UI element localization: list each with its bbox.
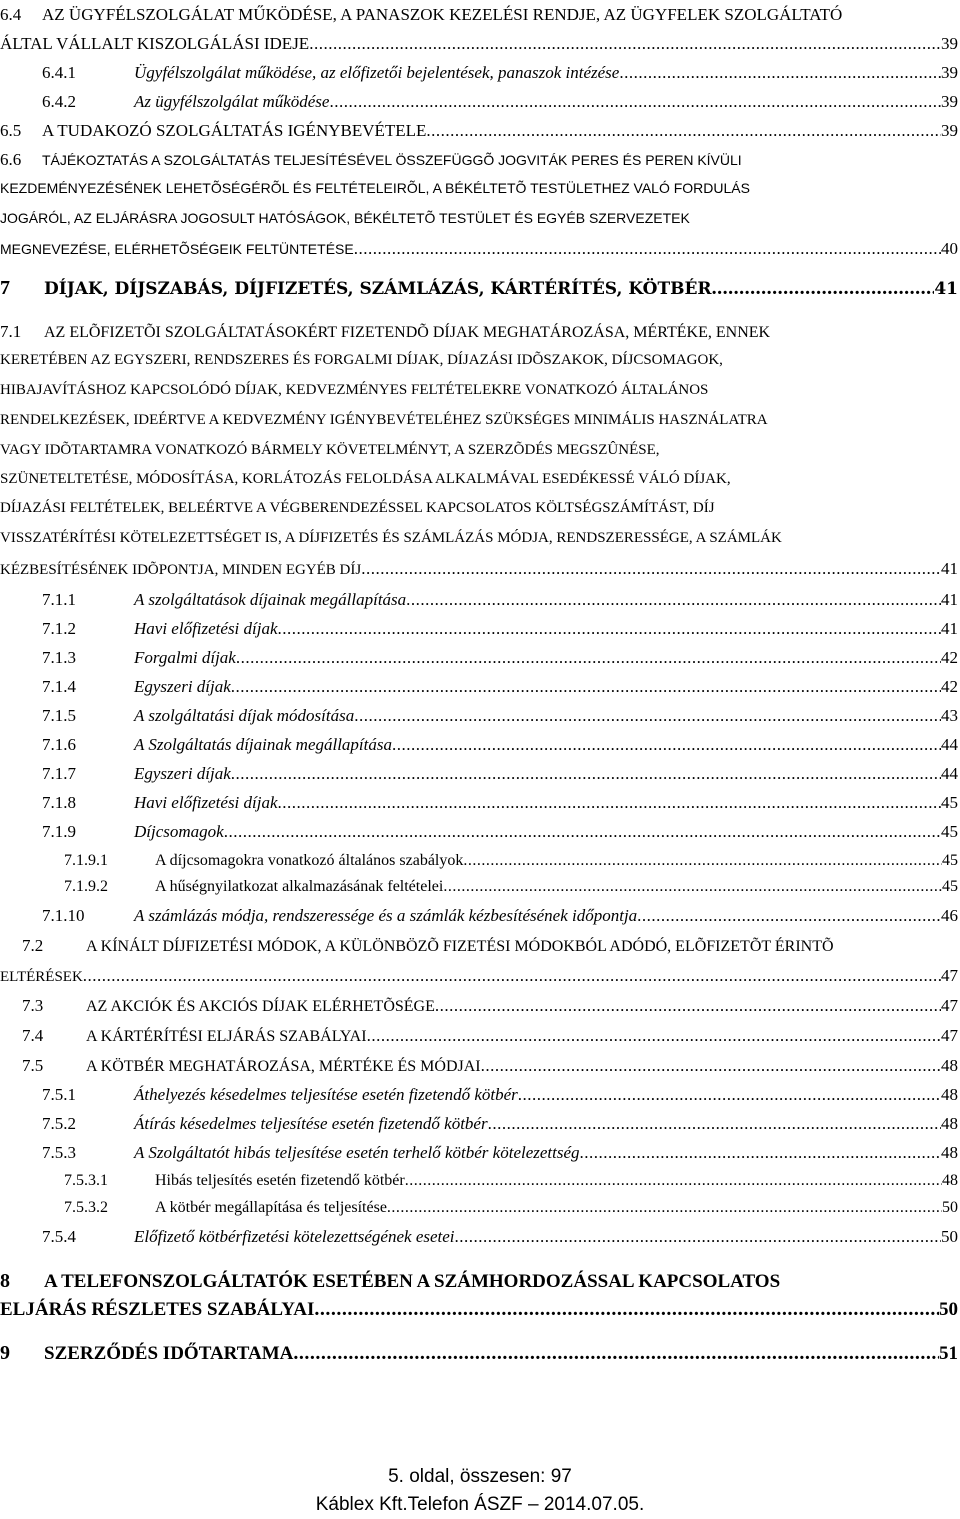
toc-number: 7.1.5 xyxy=(42,706,76,725)
toc-entry-8[interactable] xyxy=(0,1270,958,1293)
toc-title-cont: HIBAJAVÍTÁSHOZ KAPCSOLÓDÓ DÍJAK, KEDVEZMÉNYES FELTÉTELEKRE VONATKOZÓ ÁLTALÁNOS xyxy=(0,382,709,398)
toc-leader xyxy=(278,793,941,813)
toc-number: 7.5.1 xyxy=(42,1085,76,1104)
toc-title-cont: VAGY IDÕTARTAMRA VONATKOZÓ BÁRMELY KÖVETELMÉNYT, A SZERZÕDÉS MEGSZÛNÉSE, xyxy=(0,442,660,458)
toc-leader xyxy=(83,966,941,986)
toc-title-cont: SZÜNETELTETÉSE, MÓDOSÍTÁSA, KORLÁTOZÁS FELOLDÁSA ALKALMÁVAL ESEDÉKESSÉ VÁLÓ DÍJAK, xyxy=(0,471,731,487)
toc-page-number: 48 xyxy=(942,1172,958,1189)
toc-number: 7.5.3.1 xyxy=(64,1172,108,1189)
toc-page-number: 39 xyxy=(941,92,958,111)
toc-page-number: 39 xyxy=(941,34,958,53)
toc-title-cont: VISSZATÉRÍTÉSI KÖTELEZETTSÉGET IS, A DÍJFIZETÉS ÉS SZÁMLÁZÁS MÓDJA, RENDSZERESSÉGE, A SZÁMLÁK xyxy=(0,530,782,546)
toc-number: 7.5.3 xyxy=(42,1143,76,1162)
toc-number: 7.1.9.2 xyxy=(64,878,108,895)
toc-leader xyxy=(392,735,941,755)
toc-entry-7-1-cont5[interactable] xyxy=(0,471,958,488)
toc-title: Átírás késedelmes teljesítése esetén fizetendő kötbér xyxy=(134,1114,488,1133)
toc-leader xyxy=(463,852,942,870)
toc-title-cont: JOGÁRÓL, AZ ELJÁRÁSRA JOGOSULT HATÓSÁGOK, BÉKÉLTETÕ TESTÜLET ÉS EGYÉB SZERVEZETEK xyxy=(0,210,690,226)
toc-leader xyxy=(231,677,941,697)
toc-number: 6.4.2 xyxy=(42,92,76,111)
toc-title: Egyszeri díjak xyxy=(134,677,231,696)
toc-page-number: 45 xyxy=(941,793,958,812)
toc-leader xyxy=(488,1114,941,1134)
toc-number: 7.1 xyxy=(0,322,22,341)
toc-page-number: 51 xyxy=(939,1343,958,1364)
toc-entry-7-1-2[interactable] xyxy=(0,619,958,639)
toc-leader xyxy=(435,996,941,1016)
toc-number: 7.1.8 xyxy=(42,793,76,812)
toc-entry-7-1-cont6[interactable] xyxy=(0,500,958,517)
toc-entry-7-1-cont2[interactable] xyxy=(0,382,958,399)
toc-page-number: 39 xyxy=(941,63,958,82)
toc-entry-7-5-1[interactable] xyxy=(0,1085,958,1105)
toc-entry-7-1-9[interactable] xyxy=(0,822,958,842)
toc-leader xyxy=(354,239,941,259)
toc-leader xyxy=(455,1227,941,1247)
toc-page-number: 45 xyxy=(942,878,958,895)
toc-page-number: 47 xyxy=(941,996,958,1015)
toc-entry-7[interactable] xyxy=(0,277,958,300)
toc-entry-8-cont[interactable] xyxy=(0,1298,958,1321)
toc-page-number: 48 xyxy=(941,1056,958,1075)
toc-entry-6-4-cont[interactable] xyxy=(0,34,958,54)
toc-title: A számlázás módja, rendszeressége és a számlák kézbesítésének időpontja xyxy=(134,906,638,925)
toc-page-number: 45 xyxy=(941,822,958,841)
toc-entry-6-6-cont2[interactable] xyxy=(0,210,958,226)
toc-page-number: 45 xyxy=(942,852,958,869)
toc-leader xyxy=(278,619,941,639)
toc-leader xyxy=(405,1172,942,1190)
toc-number: 7.1.6 xyxy=(42,735,76,754)
toc-leader xyxy=(518,1085,941,1105)
toc-number: 7.1.7 xyxy=(42,764,76,783)
toc-entry-7-1-cont4[interactable] xyxy=(0,442,958,459)
toc-entry-7-1-cont1[interactable] xyxy=(0,352,958,369)
toc-title: A KÍNÁLT DÍJFIZETÉSI MÓDOK, A KÜLÖNBÖZÕ FIZETÉSI MÓDOKBÓL ADÓDÓ, ELÕFIZETÕT ÉRINTÕ xyxy=(86,938,834,955)
toc-page-number: 44 xyxy=(941,735,958,754)
toc-title: A Szolgáltatót hibás teljesítése esetén terhelő kötbér kötelezettség xyxy=(134,1143,580,1162)
toc-entry-7-2[interactable] xyxy=(0,936,958,956)
toc-entry-7-1-5[interactable] xyxy=(0,706,958,726)
toc-entry-7-5-3-1[interactable] xyxy=(0,1172,958,1190)
toc-title: Az ügyfélszolgálat működése xyxy=(134,92,330,111)
toc-title: Havi előfizetési díjak xyxy=(134,793,278,812)
toc-leader xyxy=(406,590,941,610)
toc-page-number: 39 xyxy=(941,121,958,140)
toc-page-number: 47 xyxy=(941,966,958,985)
toc-leader xyxy=(314,1298,939,1321)
toc-entry-7-1-7[interactable] xyxy=(0,764,958,784)
toc-leader xyxy=(361,559,941,579)
toc-title-cont: KÉZBESÍTÉSÉNEK IDÕPONTJA, MINDEN EGYÉB DÍJ xyxy=(0,562,362,578)
page-counter: 5. oldal, összesen: 97 xyxy=(388,1466,572,1487)
toc-number: 6.4.1 xyxy=(42,63,76,82)
document-footer: Káblex Kft.Telefon ÁSZF – 2014.07.05. xyxy=(315,1494,645,1515)
toc-leader xyxy=(367,1026,941,1046)
toc-title: A Szolgáltatás díjainak megállapítása xyxy=(134,735,392,754)
toc-number: 7.1.9 xyxy=(42,822,76,841)
toc-title: TÁJÉKOZTATÁS A SZOLGÁLTATÁS TELJESÍTÉSÉVEL ÖSSZEFÜGGÕ JOGVITÁK PERES ÉS PEREN KÍVÜLI xyxy=(42,152,742,168)
toc-leader xyxy=(580,1143,941,1163)
toc-entry-6-6[interactable] xyxy=(0,150,958,170)
toc-entry-6-6-cont1[interactable] xyxy=(0,180,958,196)
toc-entry-6-4-1[interactable] xyxy=(0,63,958,83)
toc-leader xyxy=(443,878,942,896)
toc-title: Ügyfélszolgálat működése, az előfizetői bejelentések, panaszok intézése xyxy=(134,63,620,82)
toc-title: Áthelyezés késedelmes teljesítése esetén fizetendő kötbér xyxy=(134,1085,518,1104)
toc-title: Havi előfizetési díjak xyxy=(134,619,278,638)
toc-entry-7-3[interactable] xyxy=(0,996,958,1016)
toc-entry-7-1-6[interactable] xyxy=(0,735,958,755)
toc-number: 8 xyxy=(0,1270,10,1292)
toc-entry-7-1-4[interactable] xyxy=(0,677,958,697)
toc-entry-7-1-1[interactable] xyxy=(0,590,958,610)
toc-title-cont: ÁLTAL VÁLLALT KISZOLGÁLÁSI IDEJE xyxy=(0,34,310,53)
toc-title: A szolgáltatási díjak módosítása xyxy=(134,706,355,725)
toc-entry-7-5[interactable] xyxy=(0,1056,958,1076)
toc-page-number: 41 xyxy=(941,619,958,638)
toc-title-cont: ELTÉRÉSEK xyxy=(0,969,83,985)
toc-title: Forgalmi díjak xyxy=(134,648,236,667)
toc-title: Egyszeri díjak xyxy=(134,764,231,783)
toc-entry-7-1-9-1[interactable] xyxy=(0,852,958,870)
toc-number: 7.5.4 xyxy=(42,1227,76,1246)
toc-page-number: 42 xyxy=(941,677,958,696)
toc-page-number: 43 xyxy=(941,706,958,725)
toc-title-cont: KERETÉBEN AZ EGYSZERI, RENDSZERES ÉS FORGALMI DÍJAK, DÍJAZÁSI IDÕSZAKOK, DÍJCSOMAGOK, xyxy=(0,352,723,368)
toc-entry-7-1-cont8[interactable] xyxy=(0,559,958,579)
toc-title: AZ AKCIÓK ÉS AKCIÓS DÍJAK ELÉRHETÕSÉGE xyxy=(86,998,435,1015)
toc-title: AZ ÜGYFÉLSZOLGÁLAT MŰKÖDÉSE, A PANASZOK KEZELÉSI RENDJE, AZ ÜGYFELEK SZOLGÁLTATÓ xyxy=(42,5,843,24)
toc-number: 7.1.3 xyxy=(42,648,76,667)
toc-page-number: 41 xyxy=(934,279,958,299)
toc-leader xyxy=(309,34,941,54)
toc-leader xyxy=(637,906,941,926)
toc-number: 7 xyxy=(0,277,10,299)
toc-entry-7-1-10[interactable] xyxy=(0,906,958,926)
toc-title-cont: DÍJAZÁSI FELTÉTELEK, BELEÉRTVE A VÉGBERENDEZÉSSEL KAPCSOLATOS KÖLTSÉGSZÁMÍTÁST, DÍJ xyxy=(0,500,715,516)
toc-entry-7-1-8[interactable] xyxy=(0,793,958,813)
toc-number: 7.1.10 xyxy=(42,906,85,925)
toc-entry-7-1-cont3[interactable] xyxy=(0,412,958,429)
toc-leader xyxy=(329,92,941,112)
toc-leader xyxy=(354,706,941,726)
toc-leader xyxy=(231,764,941,784)
toc-leader xyxy=(224,822,941,842)
toc-title: A TUDAKOZÓ SZOLGÁLTATÁS IGÉNYBEVÉTELE xyxy=(42,121,427,140)
toc-page-number: 50 xyxy=(941,1227,958,1246)
toc-title-cont: RENDELKEZÉSEK, IDEÉRTVE A KEDVEZMÉNY IGÉNYBEVÉTELÉHEZ SZÜKSÉGES MINIMÁLIS HASZNÁLATRA xyxy=(0,412,768,428)
toc-title: Díjcsomagok xyxy=(134,822,224,841)
toc-title: A KÖTBÉR MEGHATÁROZÁSA, MÉRTÉKE ÉS MÓDJAI xyxy=(86,1058,481,1075)
toc-number: 6.6 xyxy=(0,150,22,169)
toc-entry-7-5-3-2[interactable] xyxy=(0,1199,958,1217)
toc-page-number: 41 xyxy=(941,590,958,609)
toc-title: Előfizető kötbérfizetési kötelezettségének esetei xyxy=(134,1227,455,1246)
toc-leader xyxy=(426,121,941,141)
toc-entry-7-2-cont[interactable] xyxy=(0,966,958,986)
toc-title: A díjcsomagokra vonatkozó általános szabályok xyxy=(155,852,464,869)
toc-leader xyxy=(293,1342,939,1365)
toc-title: DÍJAK, DÍJSZABÁS, DÍJFIZETÉS, SZÁMLÁZÁS, KÁRTÉRÍTÉS, KÖTBÉR xyxy=(44,279,712,299)
toc-page-number: 46 xyxy=(941,906,958,925)
toc-page-number: 41 xyxy=(941,559,958,578)
toc-number: 9 xyxy=(0,1342,10,1364)
toc-page-number: 48 xyxy=(941,1143,958,1162)
toc-page-number: 42 xyxy=(941,648,958,667)
toc-entry-7-5-2[interactable] xyxy=(0,1114,958,1134)
toc-number: 6.4 xyxy=(0,5,22,24)
toc-page-number: 50 xyxy=(942,1199,958,1216)
toc-title: A hűségnyilatkozat alkalmazásának feltételei xyxy=(155,878,444,895)
toc-leader xyxy=(481,1056,941,1076)
toc-title-cont: ELJÁRÁS RÉSZLETES SZABÁLYAI xyxy=(0,1299,315,1320)
toc-page-number: 50 xyxy=(939,1299,958,1320)
toc-number: 7.3 xyxy=(22,996,44,1015)
toc-number: 7.1.9.1 xyxy=(64,852,108,869)
toc-title: Hibás teljesítés esetén fizetendő kötbér xyxy=(155,1172,405,1189)
toc-title: A TELEFONSZOLGÁLTATÓK ESETÉBEN A SZÁMHORDOZÁSSAL KAPCSOLATOS xyxy=(44,1271,781,1292)
toc-entry-9[interactable] xyxy=(0,1342,958,1365)
toc-number: 7.4 xyxy=(22,1026,44,1045)
toc-title-cont: MEGNEVEZÉSE, ELÉRHETÕSÉGEIK FELTÜNTETÉSE xyxy=(0,241,354,257)
toc-page-number: 48 xyxy=(941,1085,958,1104)
toc-number: 7.5.2 xyxy=(42,1114,76,1133)
toc-number: 7.1.4 xyxy=(42,677,76,696)
toc-title-cont: KEZDEMÉNYEZÉSÉNEK LEHETÕSÉGÉRÕL ÉS FELTÉTELEIRÕL, A BÉKÉLTETÕ TESTÜLETHEZ VALÓ FORDULÁS xyxy=(0,180,750,196)
toc-entry-7-1-9-2[interactable] xyxy=(0,878,958,896)
toc-title: A KÁRTÉRÍTÉSI ELJÁRÁS SZABÁLYAI xyxy=(86,1028,367,1045)
toc-entry-7-5-3[interactable] xyxy=(0,1143,958,1163)
toc-entry-6-4[interactable] xyxy=(0,5,958,25)
toc-page-number: 40 xyxy=(941,239,958,258)
toc-entry-7-4[interactable] xyxy=(0,1026,958,1046)
toc-entry-6-4-2[interactable] xyxy=(0,92,958,112)
toc-page-number: 48 xyxy=(941,1114,958,1133)
toc-title: A szolgáltatások díjainak megállapítása xyxy=(134,590,407,609)
toc-leader xyxy=(236,648,941,668)
toc-entry-7-1[interactable] xyxy=(0,322,958,342)
toc-leader xyxy=(387,1199,942,1217)
toc-number: 7.1.2 xyxy=(42,619,76,638)
toc-entry-6-6-cont3[interactable] xyxy=(0,239,958,259)
toc-entry-6-5[interactable] xyxy=(0,121,958,141)
toc-number: 7.1.1 xyxy=(42,590,76,609)
toc-number: 6.5 xyxy=(0,121,22,140)
toc-entry-7-1-cont7[interactable] xyxy=(0,530,958,547)
toc-title: AZ ELÕFIZETÕI SZOLGÁLTATÁSOKÉRT FIZETENDÕ DÍJAK MEGHATÁROZÁSA, MÉRTÉKE, ENNEK xyxy=(44,324,771,341)
toc-title: A kötbér megállapítása és teljesítése xyxy=(155,1199,387,1216)
toc-title: SZERZŐDÉS IDŐTARTAMA xyxy=(44,1343,294,1364)
toc-page-number: 47 xyxy=(941,1026,958,1045)
toc-number: 7.5 xyxy=(22,1056,44,1075)
toc-leader xyxy=(712,277,935,300)
toc-entry-7-5-4[interactable] xyxy=(0,1227,958,1247)
toc-entry-7-1-3[interactable] xyxy=(0,648,958,668)
toc-page-number: 44 xyxy=(941,764,958,783)
toc-number: 7.2 xyxy=(22,936,44,955)
toc-leader xyxy=(619,63,941,83)
toc-number: 7.5.3.2 xyxy=(64,1199,108,1216)
